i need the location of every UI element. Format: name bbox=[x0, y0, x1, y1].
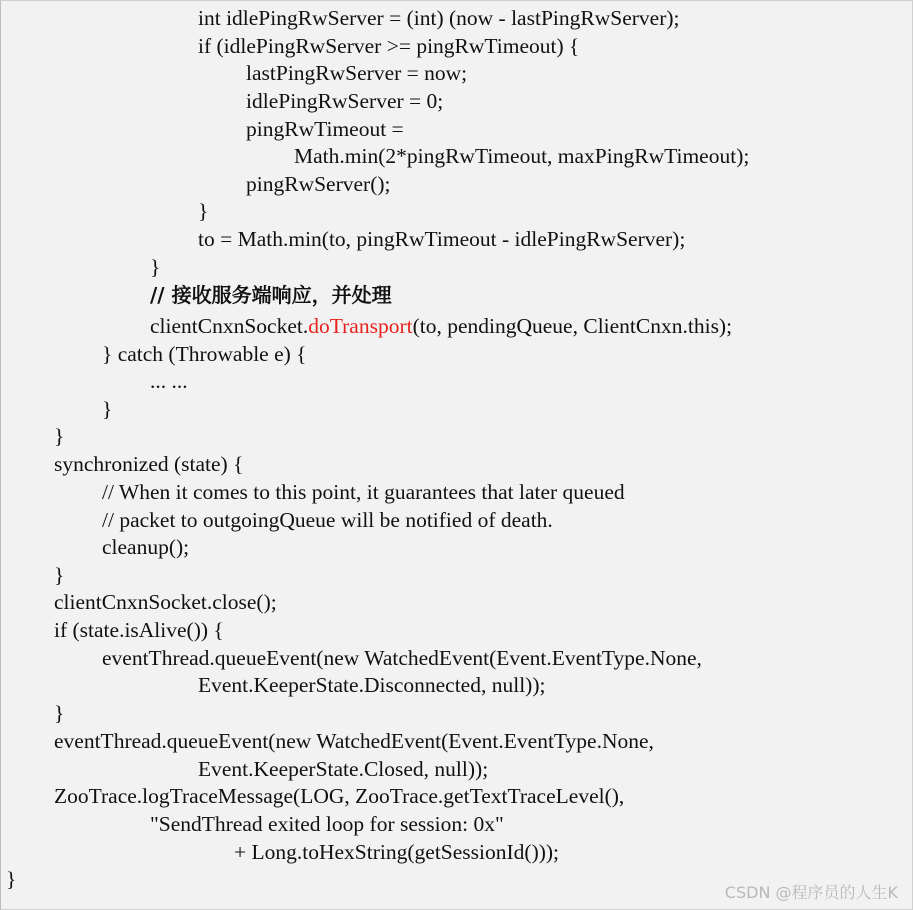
code-line: pingRwTimeout = bbox=[246, 117, 404, 141]
code-line: } catch (Throwable e) { bbox=[102, 342, 307, 366]
code-line: // packet to outgoingQueue will be notified of death. bbox=[102, 508, 553, 532]
code-line: lastPingRwServer = now; bbox=[246, 61, 468, 85]
do-transport-line: clientCnxnSocket.doTransport(to, pendingQueue, ClientCnxn.this); bbox=[150, 314, 733, 338]
code-line: to = Math.min(to, pingRwTimeout - idlePingRwServer); bbox=[198, 227, 686, 251]
code-line: Event.KeeperState.Closed, null)); bbox=[198, 757, 489, 781]
code-line: Math.min(2*pingRwTimeout, maxPingRwTimeout); bbox=[294, 144, 750, 168]
code-line: "SendThread exited loop for session: 0x" bbox=[150, 812, 504, 836]
code-line: pingRwServer(); bbox=[246, 172, 391, 196]
code-line: } bbox=[54, 701, 65, 725]
code-line: } bbox=[54, 424, 65, 448]
code-line: if (idlePingRwServer >= pingRwTimeout) { bbox=[198, 34, 580, 58]
do-transport-method: doTransport bbox=[308, 314, 413, 338]
code-line: Event.KeeperState.Disconnected, null)); bbox=[198, 673, 546, 697]
code-line: eventThread.queueEvent(new WatchedEvent(Event.EventType.None, bbox=[54, 729, 654, 753]
csdn-watermark: CSDN @程序员的人生K bbox=[724, 883, 898, 902]
code-line: synchronized (state) { bbox=[54, 452, 244, 476]
code-line: + Long.toHexString(getSessionId())); bbox=[234, 840, 560, 864]
code-line: } bbox=[6, 867, 17, 891]
code-line: int idlePingRwServer = (int) (now - lastPingRwServer); bbox=[198, 6, 680, 30]
code-line: ... ... bbox=[150, 369, 188, 393]
code-line: if (state.isAlive()) { bbox=[54, 618, 224, 642]
code-comment-chinese: // 接收服务端响应，并处理 bbox=[150, 283, 392, 307]
code-line: cleanup(); bbox=[102, 535, 190, 559]
code-line: } bbox=[198, 199, 209, 223]
code-line: } bbox=[150, 255, 161, 279]
code-line: ZooTrace.logTraceMessage(LOG, ZooTrace.getTextTraceLevel(), bbox=[54, 784, 625, 808]
code-line: eventThread.queueEvent(new WatchedEvent(Event.EventType.None, bbox=[102, 646, 702, 670]
code-line: clientCnxnSocket.close(); bbox=[54, 590, 277, 614]
code-line: } bbox=[102, 397, 113, 421]
code-block bbox=[1, 1, 913, 910]
code-line: } bbox=[54, 563, 65, 587]
code-line: // When it comes to this point, it guarantees that later queued bbox=[102, 480, 625, 504]
code-line: idlePingRwServer = 0; bbox=[246, 89, 444, 113]
